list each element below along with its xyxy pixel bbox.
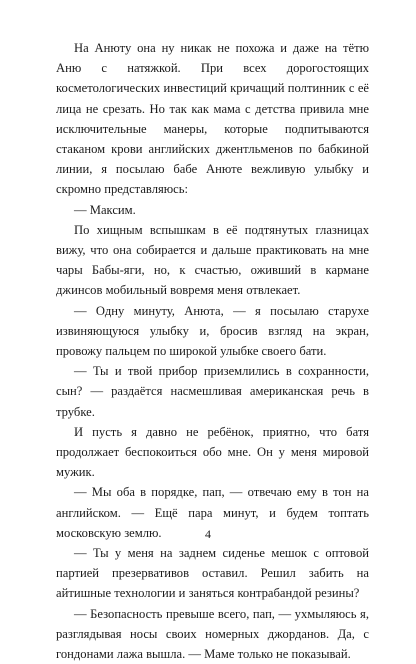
paragraph-7: — Мы оба в порядке, пап, — отвечаю ему в тон на английском. — Ещё пара минут, и будем топтать московскую землю. bbox=[56, 485, 369, 540]
body-text bbox=[56, 38, 369, 664]
page-number: 4 bbox=[205, 527, 211, 541]
paragraph-5: — Ты и твой прибор приземлились в сохранности, сын? — раздаётся насмешливая американская речь в трубке. bbox=[56, 364, 369, 419]
paragraph-4: — Одну минуту, Анюта, — я посылаю старухе извиняющуюся улыбку и, бросив взгляд на экран, провожу пальцем по широкой улыбке своего бати. bbox=[56, 303, 369, 359]
paragraph-6: И пусть я давно не ребёнок, приятно, что батя продолжает беспокоиться обо мне. Он у меня мировой мужик. bbox=[56, 424, 369, 480]
paragraph-3: По хищным вспышкам в её подтянутых глазницах вижу, что она собирается и дальше практиковать на мне чары Бабы-яги, но, к счастью, оживший в кармане джинсов мобильный вовремя меня отвлекает. bbox=[56, 222, 369, 298]
paragraph-9: — Безопасность превыше всего, пап, — ухмыляюсь я, разглядывая носы своих номерных джорданов. Да, с гондонами лажа вышла. — Маме только не показывай. bbox=[56, 606, 369, 662]
paragraph-1: На Анюту она ну никак не похожа и даже на тётю Аню с натяжкой. При всех дорогостоящих косметологических инвестиций кричащий полтинник с её лица не срезать. Но так как мама с детства привила мне исключительные манеры, которые подпитываются стаканом крови английских джентльменов по бабкиной линии, я посылаю бабе Анюте вежливую улыбку и скромно представляюсь: bbox=[56, 41, 369, 197]
paragraph-8: — Ты у меня на заднем сиденье мешок с оптовой партией презервативов оставил. Решил забить на айтишные технологии и заняться контрабандой резины? bbox=[56, 546, 369, 601]
paragraph-2: — Максим. bbox=[74, 202, 136, 217]
